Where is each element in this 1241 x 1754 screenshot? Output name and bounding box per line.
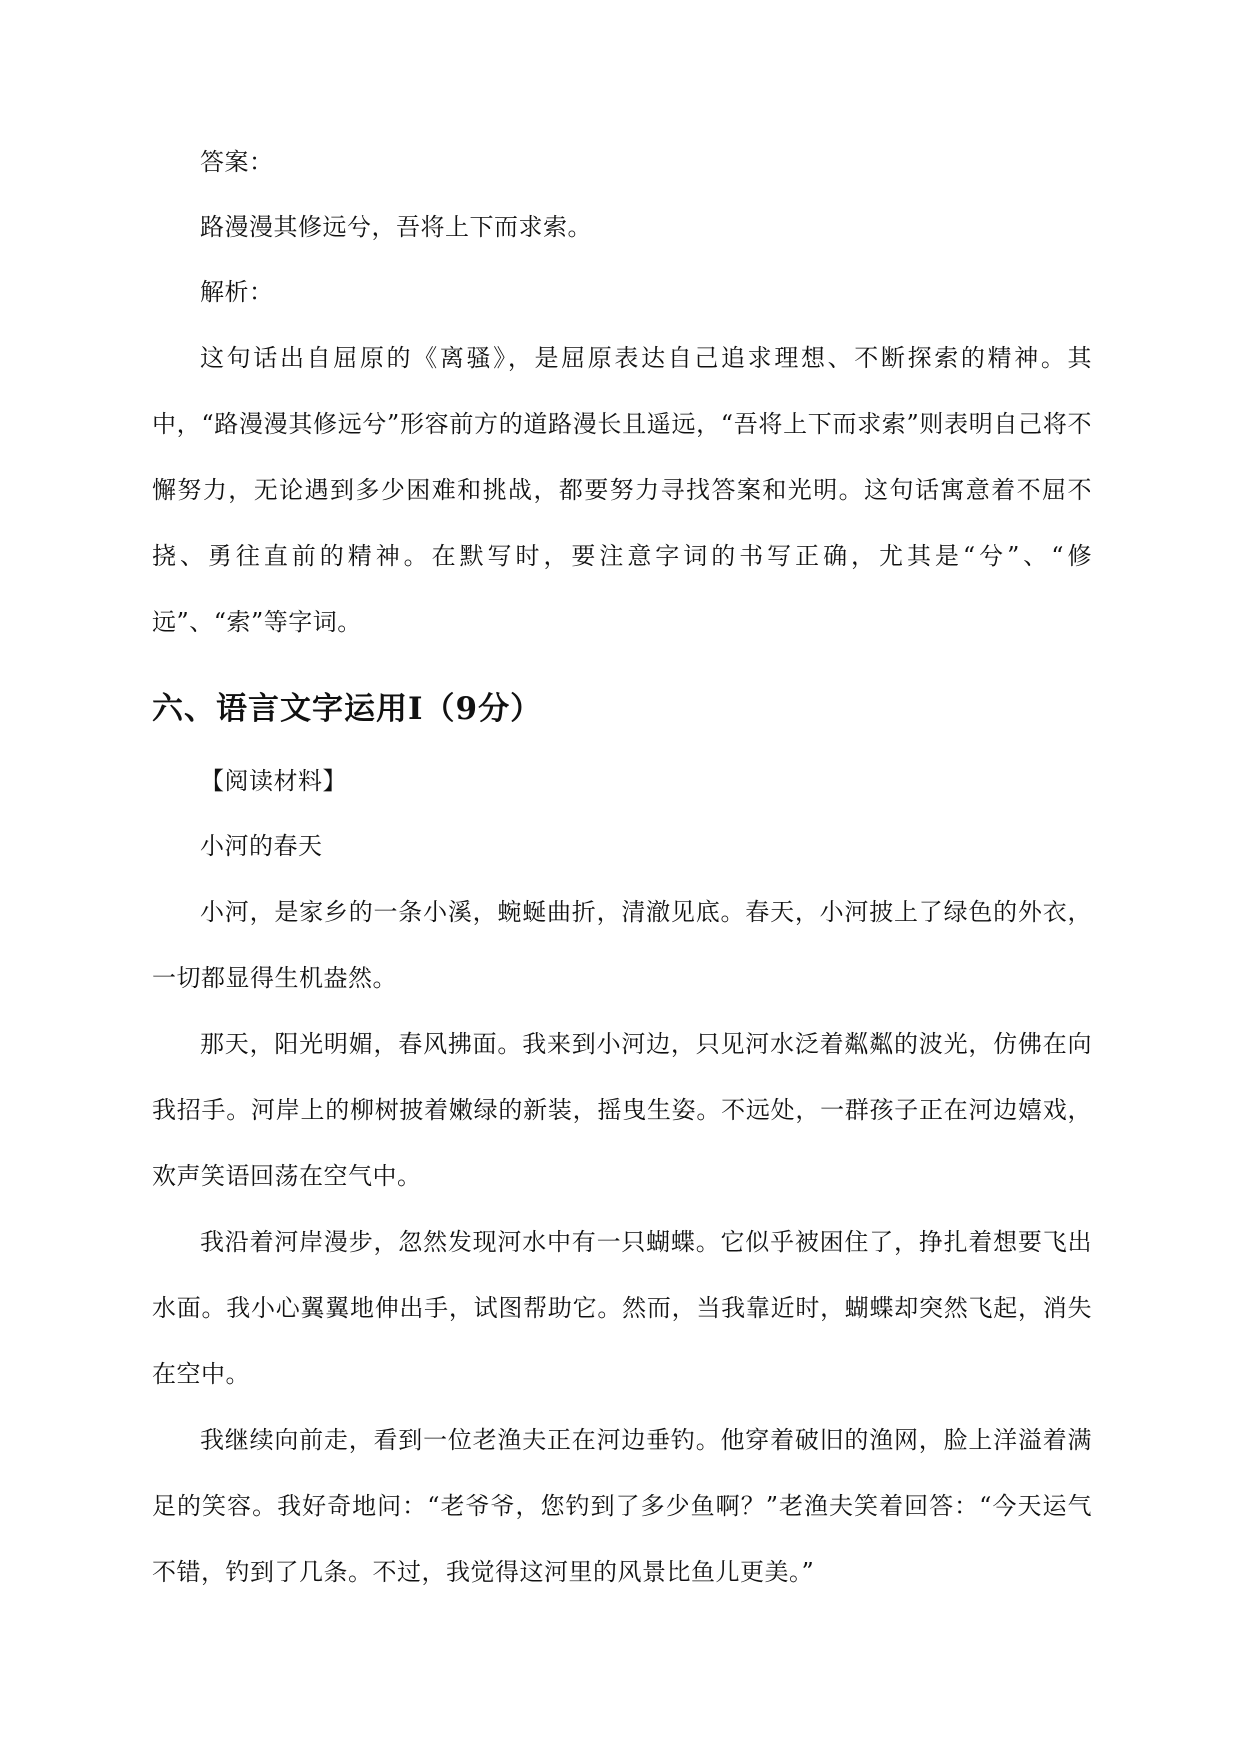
passage-paragraph-1: 小河，是家乡的一条小溪，蜿蜒曲折，清澈见底。春天，小河披上了绿色的外衣，一切都显得生机盎然。 xyxy=(152,898,1092,992)
answer-text: 路漫漫其修远兮，吾将上下而求索。 xyxy=(200,213,592,241)
passage-paragraph-2: 那天，阳光明媚，春风拂面。我来到小河边，只见河水泛着粼粼的波光，仿佛在向我招手。河岸上的柳树披着嫩绿的新装，摇曳生姿。不远处，一群孩子正在河边嬉戏，欢声笑语回荡在空气中。 xyxy=(152,1030,1092,1190)
material-label: 【阅读材料】 xyxy=(200,767,347,795)
passage-paragraph-3: 我沿着河岸漫步，忽然发现河水中有一只蝴蝶。它似乎被困住了，挣扎着想要飞出水面。我小心翼翼地伸出手，试图帮助它。然而，当我靠近时，蝴蝶却突然飞起，消失在空中。 xyxy=(152,1228,1092,1388)
passage-paragraph-4: 我继续向前走，看到一位老渔夫正在河边垂钓。他穿着破旧的渔网，脸上洋溢着满足的笑容。我好奇地问：“老爷爷，您钓到了多少鱼啊？”老渔夫笑着回答：“今天运气不错，钓到了几条。不过，我觉得这河里的风景比鱼儿更美。” xyxy=(152,1426,1092,1586)
passage-title: 小河的春天 xyxy=(200,832,323,860)
section-heading: 六、语言文字运用Ⅰ（9分） xyxy=(152,691,543,727)
analysis-label: 解析： xyxy=(200,278,274,306)
page-content xyxy=(152,146,1092,1605)
analysis-text: 这句话出自屈原的《离骚》，是屈原表达自己追求理想、不断探索的精神。其中，“路漫漫其修远兮”形容前方的道路漫长且遥远，“吾将上下而求索”则表明自己将不懈努力，无论遇到多少困难和挑战，都要努力寻找答案和光明。这句话寓意着不屈不挠、勇往直前的精神。在默写时，要注意字词的书写正确，尤其是“兮”、“修远”、“索”等字词。 xyxy=(152,344,1092,636)
answer-label: 答案： xyxy=(200,148,274,176)
